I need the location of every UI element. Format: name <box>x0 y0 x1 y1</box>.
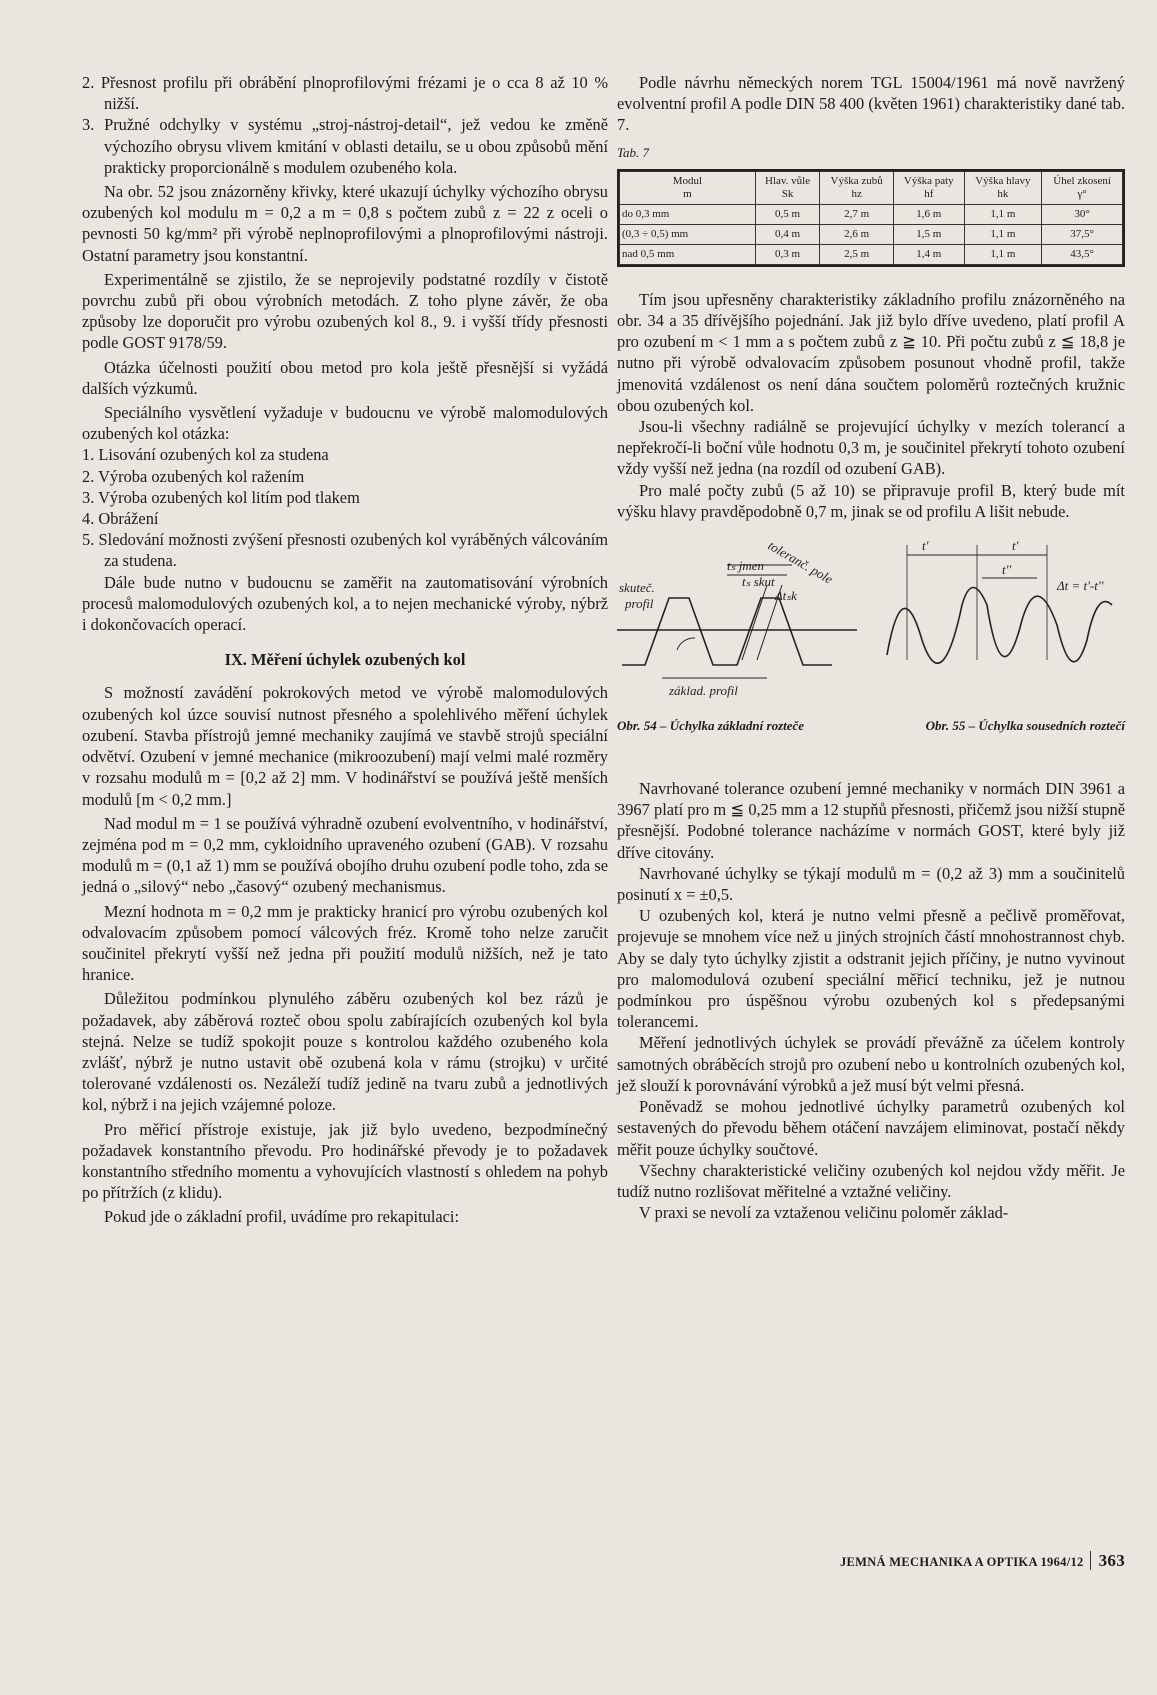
page-number: 363 <box>1090 1551 1125 1570</box>
header-cell: Výška zubů hz <box>820 171 894 204</box>
paragraph: Mezní hodnota m = 0,2 mm je prakticky hranicí pro výrobu ozubených kol odvalovacím způsobem pomocí válcových fréz. Kromě toho nelze zaručit součinitel překrytí vyšší než jedna při použití modulů nižších, než je tato hranice. <box>82 901 608 985</box>
paragraph: U ozubených kol, která je nutno velmi přesně a pečlivě proměřovat, projevuje se mnohem více než u jiných strojních částí mnohostrannost chyb. Aby se daly tyto úchylky zjistit a odstranit jejich příčiny, je nutno vyvinout pro malomodulová ozubení speciální měřicí techniku, jež je nutnou podmínkou pro úspěšnou výrobu ozubených kol s předepsanými tolerancemi. <box>617 906 1125 1032</box>
paragraph: V praxi se nevolí za vztaženou veličinu poloměr základ- <box>639 1203 1009 1223</box>
header-cell: Modul m <box>620 171 756 204</box>
label-profil: profil <box>625 596 654 612</box>
figure-55-caption: Obr. 55 – Úchylka sousedních roztečí <box>925 718 1125 734</box>
table-cell: 1,5 m <box>894 224 965 244</box>
list-item: 3. Výroba ozubených kol litím pod tlakem <box>82 487 360 507</box>
paragraph: Dále bude nutno v budoucnu se zaměřit na zautomatisování výrobních procesů malomodulových ozubených kol, a to nejen mechanické výroby, nýbrž i dokončovacích operací. <box>82 572 608 635</box>
paragraph: Pokud jde o základní profil, uvádíme pro rekapitulaci: <box>104 1207 460 1227</box>
table-cell: 1,6 m <box>894 204 965 224</box>
table-cell: 37,5° <box>1042 224 1123 244</box>
table-cell: 2,6 m <box>820 224 894 244</box>
label-skutec: skuteč. <box>619 580 655 596</box>
table-cell: (0,3 ÷ 0,5) mm <box>620 224 756 244</box>
left-column <box>82 72 608 1228</box>
paragraph: Pro měřicí přístroje existuje, jak již bylo uvedeno, bezpodmínečný požadavek konstantního převodu. Pro hodinářské převody je to požadavek konstantního středního momentu a vyhovujících vlastností s ohledem na pohyb po přítržích (z klidu). <box>82 1119 608 1203</box>
header-cell: Výška hlavy hk <box>964 171 1042 204</box>
paragraph: Všechny charakteristické veličiny ozubených kol nejdou vždy měřit. Je tudíž nutno rozlišovat měřitelné a vztažné veličiny. <box>617 1160 1125 1201</box>
label-t3: t'' <box>1002 562 1012 578</box>
paragraph: Poněvadž se mohou jednotlivé úchylky parametrů ozubených kol sestavených do převodu během otáčení navzájem eliminovat, postačí někdy měřit pouze úchylky součtové. <box>617 1097 1125 1159</box>
list-item: 5. Sledování možnosti zvýšení přesnosti ozubených kol vyráběných válcováním za studena. <box>82 530 608 571</box>
section-heading: IX. Měření úchylek ozubených kol <box>224 650 466 670</box>
table-cell: 1,4 m <box>894 244 965 264</box>
paragraph: Podle návrhu německých norem TGL 15004/1961 má nově navržený evolventní profil A podle DIN 58 400 (květen 1961) charakteristiky dané tab. 7. <box>617 73 1125 135</box>
table-cell: 2,7 m <box>820 204 894 224</box>
header-cell: Úhel zkosení γ° <box>1042 171 1123 204</box>
header-cell: Výška paty hf <box>894 171 965 204</box>
paragraph: Navrhované tolerance ozubení jemné mechaniky v normách DIN 3961 a 3967 platí pro m ≦ 0,25 mm a 12 stupňů přesnosti, přičemž jsou nižší stupně přesnější. Podobné tolerance nacházíme v normách GOST, které byly již dříve citovány. <box>617 779 1125 862</box>
label-t2: t' <box>1012 538 1019 554</box>
paragraph: Měření jednotlivých úchylek se provádí převážně za účelem kontroly samotných obráběcích strojů pro ozubení nebo u kontrolních ozubených kol, jež slouží k porovnávání výrobků a jež musí být velmi přesná. <box>617 1033 1125 1095</box>
table-cell: 1,1 m <box>964 244 1042 264</box>
label-tjmen: tₛ jmen <box>727 558 764 574</box>
table-cell: 1,1 m <box>964 224 1042 244</box>
paragraph: S možností zavádění pokrokových metod ve výrobě malomodulových ozubených kol úzce souvisí nutnost přesného a spolehlivého měření úchylek ozubení. Stavba přístrojů jemné mechaniky zaujímá ve stavbě strojů speciální odvětví. Ozubení v jemné mechanice (mikroozubení) mají velmi malé rozměry v rozsahu modulů m = [0,2 až 2] mm. V hodinářství se používá ještě menších modulů [m < 0,2 mm.] <box>82 683 608 809</box>
label-tolerance: toleranč. pole <box>765 537 836 587</box>
table-7 <box>617 169 1125 267</box>
page-footer <box>795 1551 1125 1571</box>
list-item: 1. Lisování ozubených kol za studena <box>82 445 329 465</box>
table-row <box>620 224 1123 244</box>
table-row <box>620 204 1123 224</box>
journal-name: JEMNÁ MECHANIKA A OPTIKA 1964/12 <box>839 1555 1084 1569</box>
label-zaklad: základ. profil <box>669 683 738 699</box>
figure-54-caption: Obr. 54 – Úchylka základní rozteče <box>617 718 805 734</box>
list-item-2: 2. Přesnost profilu při obrábění plnoprofilovými frézami je o cca 8 až 10 % nižší. <box>82 73 608 114</box>
list-item: 4. Obrážení <box>82 509 159 529</box>
table-cell: 0,4 m <box>755 224 820 244</box>
angle-arc <box>677 638 695 650</box>
table-cell: 0,5 m <box>755 204 820 224</box>
table-caption: Tab. 7 <box>617 144 650 160</box>
table-cell: 30° <box>1042 204 1123 224</box>
paragraph: Otázka účelnosti použití obou metod pro kola ještě přesnější si vyžádá dalších výzkumů. <box>82 357 608 398</box>
paragraph: Navrhované úchylky se týkají modulů m = (0,2 až 3) mm a součinitelů posinutí x = ±0,5. <box>617 863 1125 905</box>
paragraph: Pro malé počty zubů (5 až 10) se připravuje profil B, který bude mít výšku hlavy pravděpodobně 0,7 m, jinak se od profilu A lišit nebude. <box>617 480 1125 521</box>
table-cell: nad 0,5 mm <box>620 244 756 264</box>
paragraph: Důležitou podmínkou plynulého záběru ozubených kol bez rázů je požadavek, aby záběrová rozteč obou spolu zabírajících ozubených kol byla stejná. Nelze se tudíž spokojit pouze s kontrolou každého ozubeného kola zvlášť, nýbrž je nutno ustavit obě ozubená kola v rámu (strojku) v určité tolerované vzdálenosti os. Nezáleží tudíž jedině na tvaru zubů a jednotlivých kol, nýbrž i na jejich vzájemné poloze. <box>82 989 608 1115</box>
right-column <box>617 72 1125 1223</box>
paragraph: Nad modul m = 1 se používá výhradně ozubení evolventního, v hodinářství, zejména pod m = 0,2 mm, cykloidního upraveného ozubení (GAB). V rozsahu modulů m = (0,1 až 1) mm se používá obojího druhu ozubení podle toho, zda se jedná o „silový“ nebo „časový“ ozubený mechanismus. <box>82 813 608 897</box>
label-t1: t' <box>922 538 929 554</box>
label-dtsk: Δtₛk <box>775 588 797 604</box>
table-cell: 43,5° <box>1042 244 1123 264</box>
paragraph: Jsou-li všechny radiálně se projevující úchylky v mezích tolerancí a nepřekročí-li boční vůle hodnotu 0,3 m, je součinitel překrytí tohoto ozubení vždy vyšší než jedna (na rozdíl od ozubení GAB). <box>617 417 1125 479</box>
list-item-3: 3. Pružné odchylky v systému „stroj-nástroj-detail“, jež vedou ke změně výchozího obrysu vlivem kmitání v oblasti detailu, se u obou způsobů mění prakticky proporcionálně s modulem ozubeného kola. <box>82 115 608 177</box>
label-formula: Δt = t'-t'' <box>1057 578 1104 594</box>
label-tskut: tₛ skut <box>742 574 775 590</box>
table-cell: 0,3 m <box>755 244 820 264</box>
table-cell: do 0,3 mm <box>620 204 756 224</box>
list-item: 2. Výroba ozubených kol ražením <box>82 466 305 486</box>
table-cell: 1,1 m <box>964 204 1042 224</box>
paragraph: Tím jsou upřesněny charakteristiky základního profilu znázorněného na obr. 34 a 35 dřívějšího pojednání. Jak již bylo dříve uvedeno, platí profil A pro ozubení m < 1 mm a s počtem zubů z ≧ 10. Při počtu zubů z ≦ 18,8 je nutno při výrobě odvalovacím způsobem posunout vhodně profil, takže jmenovitá vzdálenost os není dána součtem poloměrů roztečných kružnic obou ozubených kol. <box>617 289 1125 415</box>
paragraph: Speciálního vysvětlení vyžaduje v budoucnu ve výrobě malomodulových ozubených kol otázka: <box>82 403 608 444</box>
paragraph: Experimentálně se zjistilo, že se neprojevily podstatné rozdíly v čistotě povrchu zubů při obou výrobních metodách. Z toho plyne závěr, že oba způsoby lze doporučit pro výrobu ozubených kol 8., 9. i vyšší třídy přesnosti podle GOST 9178/59. <box>82 269 608 353</box>
gear-curve <box>887 588 1112 664</box>
table-row <box>620 244 1123 264</box>
header-cell: Hlav. vůle Sk <box>755 171 820 204</box>
table-cell: 2,5 m <box>820 244 894 264</box>
figure-54-55-drawing <box>617 530 1125 710</box>
figures-54-55 <box>617 530 1125 748</box>
tooth-profile <box>622 598 832 665</box>
table-header-row <box>620 171 1123 204</box>
paragraph: Na obr. 52 jsou znázorněny křivky, které ukazují úchylky výchozího obrysu ozubených kol modulu m = 0,2 a m = 0,8 s počtem zubů z = 22 z oceli o pevnosti 50 kg/mm² při výrobě neplnoprofilovými a plnoprofilovými nástroji. Ostatní parametry jsou konstantní. <box>82 182 608 265</box>
